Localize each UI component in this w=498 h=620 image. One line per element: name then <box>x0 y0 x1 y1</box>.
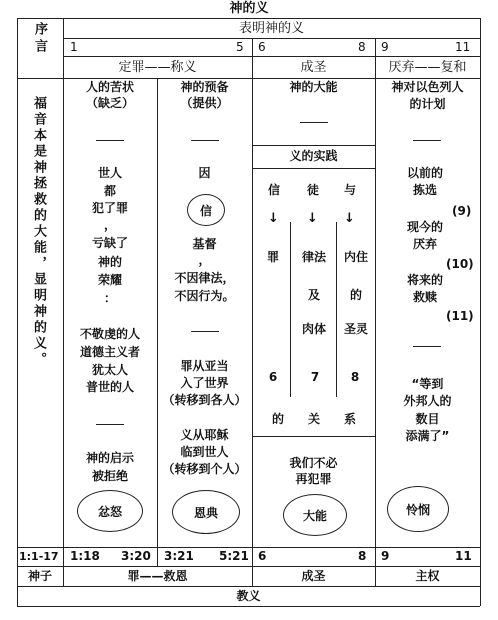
col3-oval-mercy: 怜悯 <box>387 486 449 532</box>
chapter-11: 11 <box>455 40 471 54</box>
col3-quote-4: 添满了” <box>405 429 450 443</box>
line-col1-end <box>252 38 253 586</box>
ref-col2-end: 8 <box>358 549 367 563</box>
col3-title: 神对以色列人 <box>391 80 464 94</box>
col1b-adam-2: 入了世界 <box>180 376 229 390</box>
line-col1-mid <box>157 78 158 567</box>
section-header: 表明神的义 <box>238 21 304 36</box>
line-col2-relation-bottom <box>252 436 375 437</box>
col2-arrow-right-icon: ↓ <box>344 211 355 226</box>
line-footer-mid <box>17 586 480 587</box>
col3-ref-11: (11) <box>446 309 474 323</box>
col1b-jesus-1: 义从耶稣 <box>180 428 229 442</box>
chapter-5: 5 <box>236 40 244 54</box>
col1a-line-2: 都 <box>103 184 116 198</box>
col1b-yin: 因 <box>198 166 211 180</box>
col2-flesh: 肉体 <box>301 322 326 336</box>
col2-relation-bottom-3: 系 <box>343 412 356 426</box>
col2-num-8: 8 <box>350 370 360 384</box>
line-rel-1 <box>290 222 291 397</box>
col1a-oval-wrath: 忿怒 <box>77 490 143 532</box>
preface-label: 序言 <box>32 22 47 56</box>
col2-relation-top-1: 信 <box>267 183 280 197</box>
col1b-oval-grace: 恩典 <box>172 490 240 534</box>
footer-sovereignty: 主权 <box>415 569 440 583</box>
footer-sanctification: 成圣 <box>301 569 326 583</box>
ref-col3-start: 9 <box>381 549 390 563</box>
col3-future-1: 将来的 <box>406 273 443 287</box>
col1b-line-2: ， <box>198 253 211 267</box>
line-top <box>17 18 480 19</box>
col3-quote-1: “等到 <box>411 377 444 391</box>
col2-no-sin-1: 我们不必 <box>289 456 338 470</box>
col1a-list-4: 普世的人 <box>85 380 134 394</box>
col1-header: 定罪——称义 <box>118 60 197 75</box>
col2-arrow-mid-icon: ↓ <box>307 211 318 226</box>
col3-quote-3: 数目 <box>415 412 440 426</box>
col1a-dash-2 <box>96 424 124 425</box>
col1a-dash-1 <box>96 140 124 141</box>
col1a-subtitle: （缺乏） <box>85 96 134 110</box>
col2-num-7: 7 <box>310 370 320 384</box>
chapter-6: 6 <box>258 40 266 54</box>
col3-dash-2 <box>413 346 441 347</box>
col3-header: 厌弃——复和 <box>388 60 467 75</box>
col2-law: 律法 <box>301 250 326 264</box>
line-left <box>17 18 18 606</box>
line-header <box>63 38 480 39</box>
line-rel-2 <box>336 222 337 397</box>
col2-relation-bottom-1: 的 <box>271 412 284 426</box>
col2-oval-power: 大能 <box>283 494 347 536</box>
col2-relation-top-2: 徒 <box>306 183 319 197</box>
col1a-revelation-2: 被拒绝 <box>91 469 128 483</box>
col2-num-6: 6 <box>268 370 278 384</box>
col1b-line-1: 基督 <box>192 237 217 251</box>
col3-present-1: 现今的 <box>406 220 443 234</box>
col3-past-1: 以前的 <box>406 166 443 180</box>
col2-no-sin-2: 再犯罪 <box>295 472 332 486</box>
col3-future-2: 救赎 <box>412 290 437 304</box>
intro-vertical: 福音本是神拯救的大能，显明神的义。 <box>31 96 46 368</box>
col1a-title: 人的苦状 <box>85 80 134 94</box>
col1b-subtitle: （提供） <box>180 96 229 110</box>
col2-relation-top-3: 与 <box>343 183 356 197</box>
col1b-jesus-2: 临到世人 <box>180 445 229 459</box>
col1a-line-1: 世人 <box>97 166 122 180</box>
col3-ref-10: (10) <box>446 257 474 271</box>
line-refs-bottom <box>17 566 480 567</box>
col1a-line-4: ， <box>103 218 116 232</box>
col1b-line-3: 不因律法， <box>174 271 235 285</box>
chapter-9: 9 <box>381 40 389 54</box>
col1a-line-7: 荣耀 <box>97 273 122 287</box>
col2-spirit: 圣灵 <box>343 322 368 336</box>
col1b-adam-3: （转移到各人） <box>162 393 247 407</box>
line-col2-practice-bottom <box>252 168 375 169</box>
ref-col1a-start: 1:18 <box>70 549 100 563</box>
col1a-line-8: ： <box>103 291 116 305</box>
col1b-title: 神的预备 <box>180 80 229 94</box>
col2-dash-1 <box>300 122 328 123</box>
col2-relation-bottom-2: 关 <box>307 412 320 426</box>
ref-col3-end: 11 <box>455 549 472 563</box>
col2-indwell: 内住 <box>343 250 368 264</box>
line-ref-col1 <box>157 547 158 566</box>
col3-dash-1 <box>413 140 441 141</box>
line-bottom <box>17 606 480 607</box>
ref-col2-start: 6 <box>258 549 267 563</box>
col1b-jesus-3: （转移到个人） <box>162 462 247 476</box>
line-col2-practice-top <box>252 145 375 146</box>
col1b-adam-1: 罪从亚当 <box>180 359 229 373</box>
col2-of: 的 <box>349 288 362 302</box>
col2-title: 神的大能 <box>289 80 338 94</box>
col2-sin: 罪 <box>266 250 279 264</box>
col1a-line-5: 亏缺了 <box>91 236 128 250</box>
col3-present-2: 厌弃 <box>412 237 437 251</box>
col2-and: 及 <box>307 288 320 302</box>
col1b-dash-1 <box>191 140 219 141</box>
chapter-8: 8 <box>358 40 366 54</box>
col3-past-2: 拣选 <box>412 183 437 197</box>
col1a-line-3: 犯了罪 <box>91 201 128 215</box>
footer-doctrine: 教义 <box>236 589 261 603</box>
col1a-list-1: 不敬虔的人 <box>79 327 140 341</box>
col1a-line-6: 神的 <box>97 255 122 269</box>
page-title: 神的义 <box>229 1 269 16</box>
ref-col1a-end: 3:20 <box>121 549 151 563</box>
col1b-oval-faith: 信 <box>187 194 225 226</box>
col2-header: 成圣 <box>300 60 327 75</box>
col1a-revelation-1: 神的启示 <box>85 451 134 465</box>
footer-son: 神子 <box>27 569 52 583</box>
line-col2-end <box>375 38 376 586</box>
col1b-line-4: 不因行为。 <box>174 289 235 303</box>
line-right <box>480 18 481 606</box>
line-chapters <box>63 56 480 57</box>
chapter-1: 1 <box>70 40 78 54</box>
col1a-list-3: 犹太人 <box>91 363 128 377</box>
col1a-list-2: 道德主义者 <box>79 345 140 359</box>
ref-col1b-end: 5:21 <box>219 549 249 563</box>
footer-sin-salvation: 罪——救恩 <box>127 569 188 583</box>
ref-col1b-start: 3:21 <box>164 549 194 563</box>
col3-ref-9: (9) <box>452 204 472 218</box>
col3-quote-2: 外邦人的 <box>403 394 452 408</box>
ref-intro: 1:1-17 <box>19 550 59 563</box>
line-colheads <box>17 78 480 79</box>
col1b-dash-2 <box>191 331 219 332</box>
col2-arrow-left-icon: ↓ <box>268 211 279 226</box>
col2-practice: 义的实践 <box>289 149 338 163</box>
line-refs-top <box>17 547 480 548</box>
col3-subtitle: 的计划 <box>409 97 446 111</box>
